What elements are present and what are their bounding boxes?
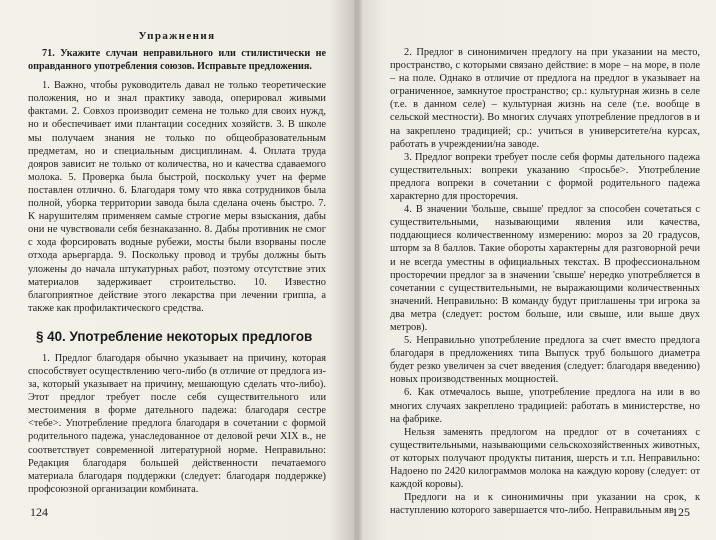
paragraph-b: Предлоги на и к синонимичны при указании на срок, к наступлению которого завершается что-либо. Неправильным яв <box>390 492 700 517</box>
page-number-right: 125 <box>672 505 690 519</box>
item-2: 2. Предлог в синонимичен предлогу на при указании на место, пространство, с которыми связано действие: в море – на море, в поле – на поле. Однако в отличие от предлога на предлог в указывает на ограниченное, замкнутое пространство; ср.: культурная жизнь в селе (т.е. в данном селе) – культурная жизнь на селе (т.е. вообще в сельской местности). Во многих случаях употребление предлогов в и на закреплено традицией; ср.: учиться в университете/на курсах, работать в учреждении/на заводе. <box>390 47 700 150</box>
book-gutter <box>354 0 362 540</box>
item-3: 3. Предлог вопреки требует после себя формы дательного падежа существительных: вопреки указанию <просьбе>. Употребление предлога вопреки в сочетании с формой родительного падежа характерно для просторечия. <box>390 151 700 203</box>
item-6: 6. Как отмечалось выше, употребление предлога на или в во многих случаях закреплено традицией: работать в министерстве, но на фабрике. <box>390 387 700 425</box>
exercise-text: 1. Важно, чтобы руководитель давал не только теоретические положения, но и знал практику завода, оперировал живыми фактами. 2. Совхоз производит семена не только для своих нужд, но и обеспечивает ими плантации соседних хозяйств. 3. В школе мы получаем знания не только по общеобразовательным предметам, но и специальным дисциплинам. 4. Оплата труда дояров зависит не только от количества, но и качества сдаваемого молока. 5. Проверка была быстрой, поскольку учет на ферме поставлен отлично. 6. Благодаря тому что явка сотрудников была полной, уборка территории завода была сделана очень быстро. 7. К нарушителям применяем самые строгие меры взыскания, дабы они не чувствовали себя безнаказанно. 8. Дабы противник не смог с хода форсировать водные рубежи, мосты были взорваны после отхода арьергарда. 9. Поскольку провод и трубы должны быть уложены до начала штукатурных работ, поэтому отсутствие этих материалов задерживает строительство. 10. Известно благоприятное действие этого лекарства при лечении гриппа, а также как профилактического средства. <box>28 80 326 314</box>
paragraph-a: Нельзя заменять предлогом на предлог от в сочетаниях с существительными, называющими сельскохозяйственных животных, от которых получают продукты питания, шерсть и т.п. Неправильно: Надоено по 2420 килограммов молока на каждую корову (следует: от каждой коровы). <box>390 426 700 491</box>
page-number-left: 124 <box>30 505 48 519</box>
item-5: 5. Неправильно употребление предлога за счет вместо предлога благодаря в предложениях типа Выпуск труб большого диаметра будет резко увеличен за счет введения (следует: благодаря введению) новых производственных мощностей. <box>390 335 700 386</box>
paragraph-title: § 40. Употребление некоторых предлогов <box>36 328 313 344</box>
section-heading: Упражнения <box>138 30 216 42</box>
exercise-task: 71. Укажите случаи неправильного или стилистически не оправданного употребления союзов. Исправьте предложения. <box>28 48 326 72</box>
left-page <box>0 0 340 540</box>
item-4: 4. В значении 'больше, свыше' предлог за способен сочетаться с существительными, называющими явления или качества, поддающиеся количественному измерению: мороз за 20 градусов, шторм за 8 баллов. Такие обороты характерны для разговорной речи и не всегда уместны в официальных текстах. В профессиональном просторечии предлог за в значении 'свыше' нередко употребляется в сочетании с существительными, не выражающими количественных значений. Неправильно: В команду будут приглашены три игрока за два метра (следует: ростом больше, или свыше, или выше двух метров). <box>390 204 700 333</box>
right-page <box>378 0 708 540</box>
body-text: 1. Предлог благодаря обычно указывает на причину, которая способствует осуществлению чего-либо (в отличие от предлога из-за, который указывает на причину, мешающую сделать что-либо). Этот предлог требует после себя существительного или местоимения в форме дательного падежа: благодаря сестре <тебе>. Употребление предлога благодаря в сочетании с формой родительного падежа, унаследованное от деловой речи XIX в., не соответствует современной литературной норме. Неправильно: Редакция благодаря большей действенности печатаемого материала благодаря поддержки (следует: благодаря поддержке) профсоюзной организации комбината. <box>28 352 326 495</box>
